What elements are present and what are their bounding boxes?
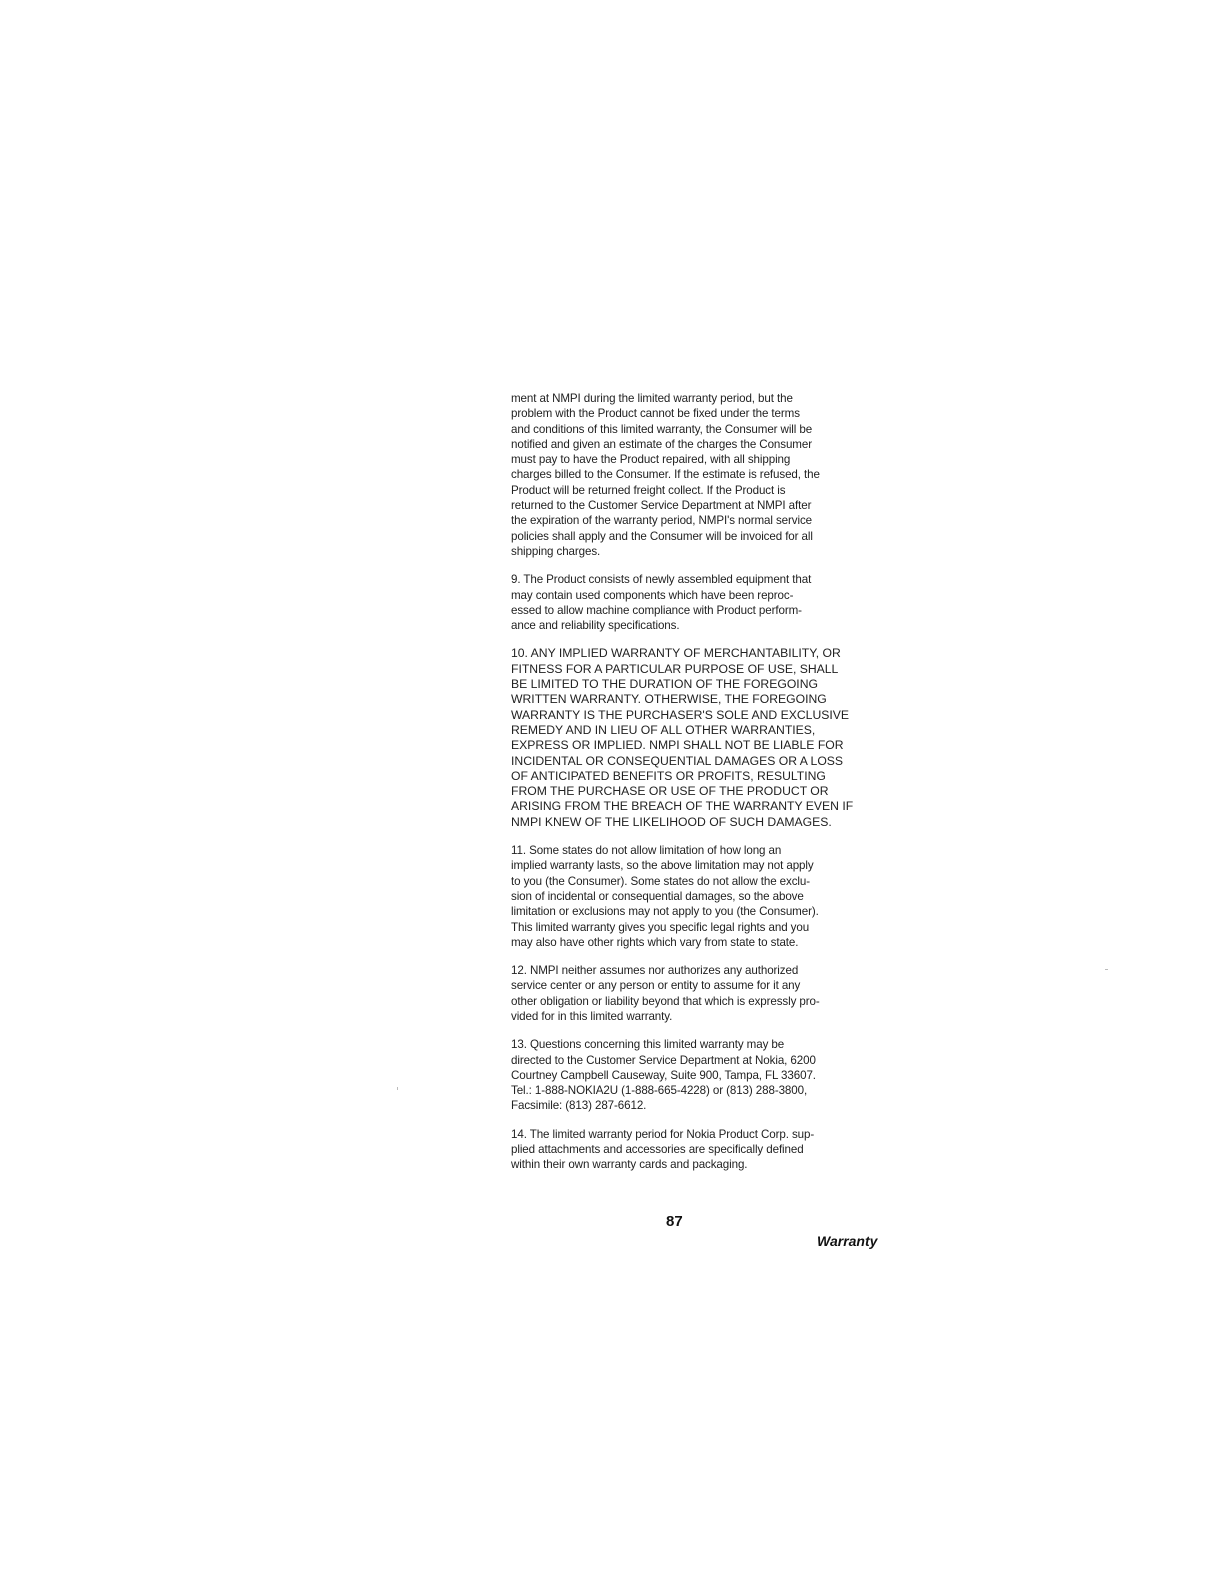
paragraph-9: 9. The Product consists of newly assembled equipment that may contain used components which have been reproc- essed to allow machine compliance with Product perform- ance and reliability specifications. xyxy=(511,573,812,633)
paragraph-8-continued: ment at NMPI during the limited warranty period, but the problem with the Product cannot be fixed under the terms and conditions of this limited warranty, the Consumer will be notified and given an estimate of the charges the Consumer must pay to have the Product repaired, with all shipping charges billed to the Consumer. If the estimate is refused, the Product will be returned freight collect. If the Product is returned to the Customer Service Department at NMPI after the expiration of the warranty period, NMPI's normal service policies shall apply and the Consumer will be invoiced for all shipping charges. xyxy=(511,392,820,558)
paragraph-13: 13. Questions concerning this limited warranty may be directed to the Customer Service Department at Nokia, 6200 Courtney Campbell Causeway, Suite 900, Tampa, FL 33607. Tel.: 1-888-NOKIA2U (1-888-665-4228) or (813) 288-3800, Facsimile: (813) 287-6612. xyxy=(511,1038,816,1113)
page-number: 87 xyxy=(666,1213,683,1230)
scan-speck xyxy=(397,1087,398,1090)
paragraph-10: 10. ANY IMPLIED WARRANTY OF MERCHANTABILITY, OR FITNESS FOR A PARTICULAR PURPOSE OF USE, SHALL BE LIMITED TO THE DURATION OF THE FOREGOING WRITTEN WARRANTY. OTHERWISE, THE FOREGOING WARRANTY IS THE PURCHASER'S SOLE AND EXCLUSIVE REMEDY AND IN LIEU OF ALL OTHER WARRANTIES, EXPRESS OR IMPLIED. NMPI SHALL NOT BE LIABLE FOR INCIDENTAL OR CONSEQUENTIAL DAMAGES OR A LOSS OF ANTICIPATED BENEFITS OR PROFITS, RESULTING FROM THE PURCHASE OR USE OF THE PRODUCT OR ARISING FROM THE BREACH OF THE WARRANTY EVEN IF NMPI KNEW OF THE LIKELIHOOD OF SUCH DAMAGES. xyxy=(511,646,854,829)
paragraph-11: 11. Some states do not allow limitation of how long an implied warranty lasts, so the above limitation may not apply to you (the Consumer). Some states do not allow the exclu- sion of incidental or consequential damages, so the above limitation or exclusions may not apply to you (the Consumer). This limited warranty gives you specific legal rights and you may also have other rights which vary from state to state. xyxy=(511,844,819,949)
section-title: Warranty xyxy=(817,1233,878,1249)
scan-speck xyxy=(1105,969,1108,970)
paragraph-14: 14. The limited warranty period for Nokia Product Corp. sup- plied attachments and accessories are specifically defined within their own warranty cards and packaging. xyxy=(511,1127,815,1172)
warranty-text-column xyxy=(511,391,887,1186)
paragraph-12: 12. NMPI neither assumes nor authorizes any authorized service center or any person or entity to assume for it any other obligation or liability beyond that which is expressly pro- vided for in this limited warranty. xyxy=(511,964,820,1023)
